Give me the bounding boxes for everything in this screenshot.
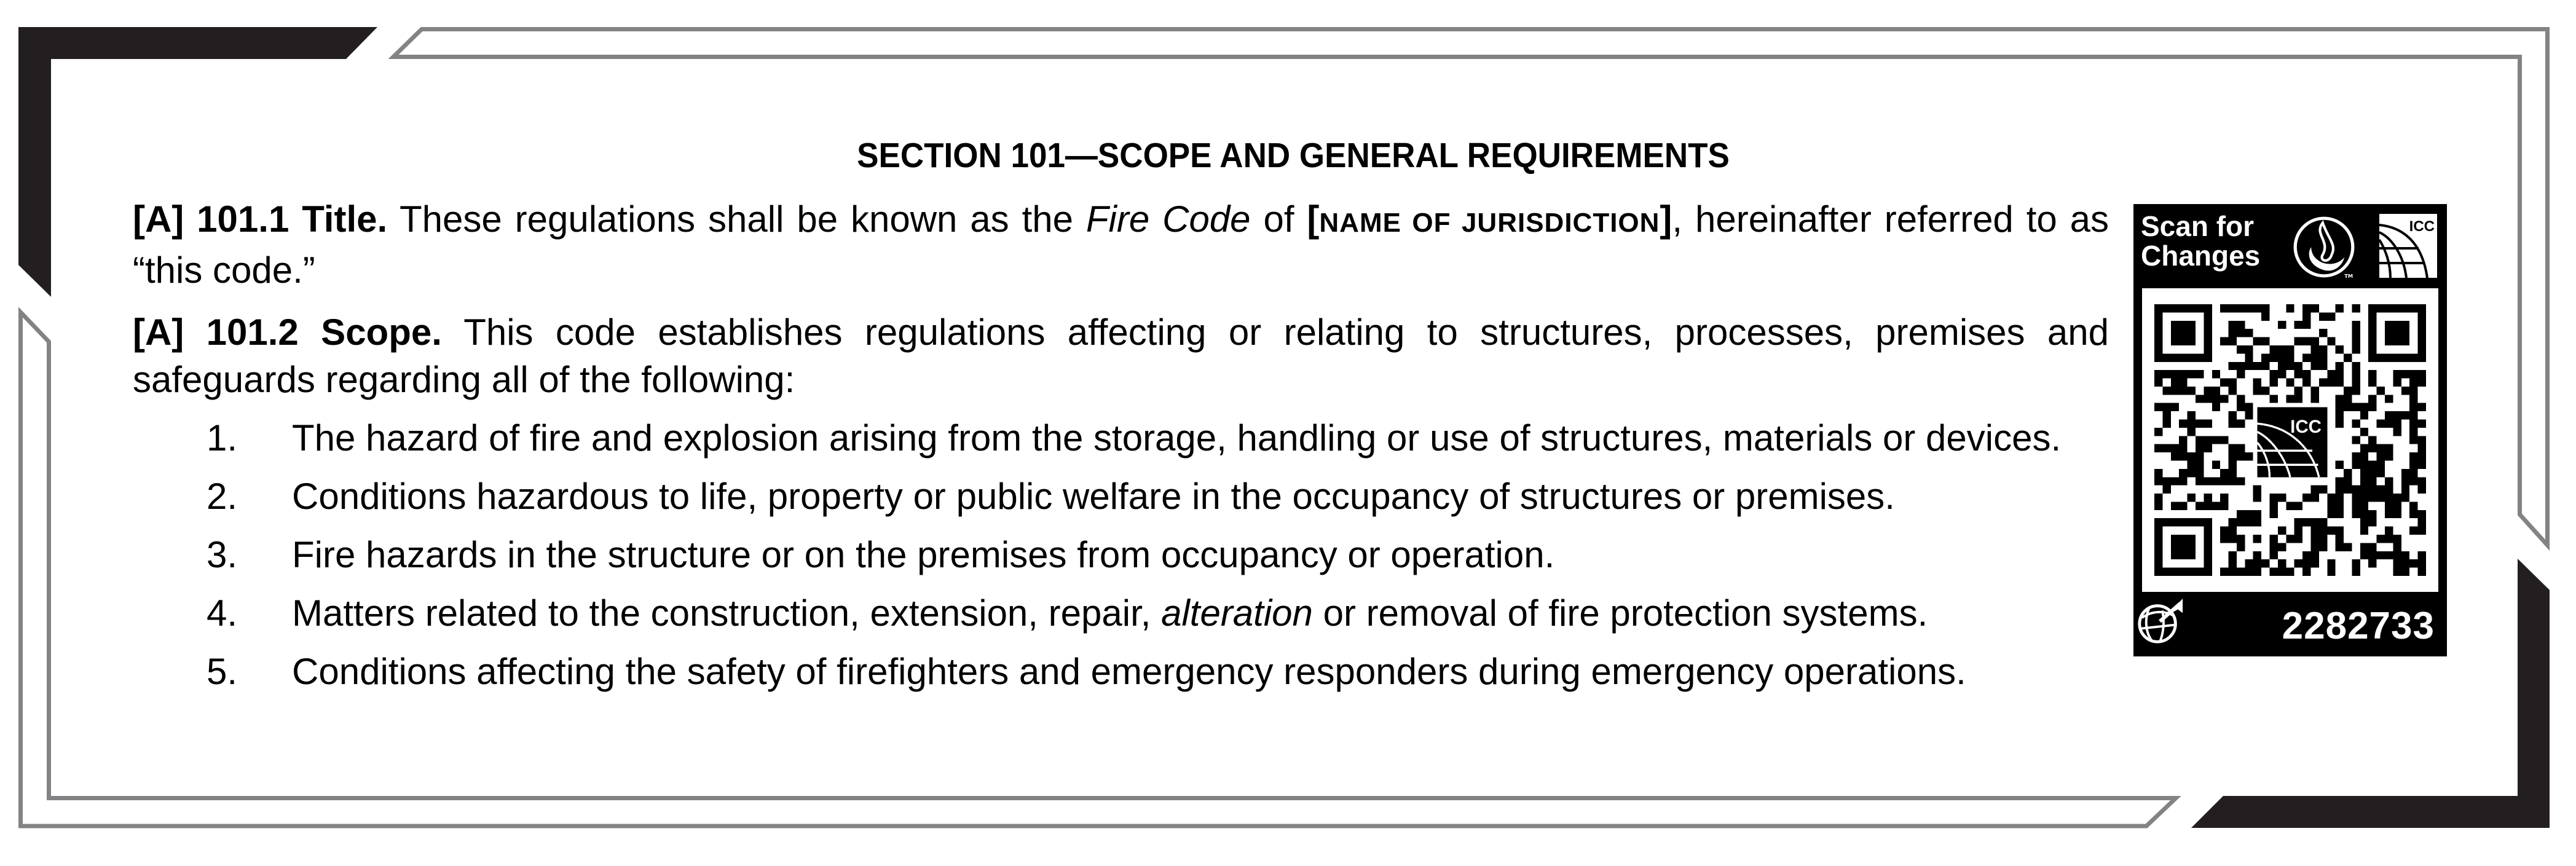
section-text: These regulations shall be known as the <box>387 199 1086 240</box>
svg-text:TM: TM <box>2344 272 2353 279</box>
list-number: 2. <box>207 476 238 517</box>
fire-code-logo-icon <box>2292 215 2356 279</box>
list-text <box>292 589 2109 637</box>
globe-arrow-icon <box>2136 597 2184 645</box>
scan-title-line2: Changes <box>2141 240 2261 272</box>
qr-code-image <box>2154 304 2426 576</box>
qr-code[interactable] <box>2142 288 2438 592</box>
bracket-open: [ <box>1307 199 1320 240</box>
section-text: of <box>1250 199 1307 240</box>
list-text-part: or removal of fire protection systems. <box>1312 592 1928 634</box>
section-101-1 <box>133 195 2109 294</box>
list-item <box>133 589 2109 637</box>
qr-code-number: 2282733 <box>2282 605 2435 647</box>
list-item <box>133 414 2109 462</box>
list-item <box>133 531 2109 578</box>
list-number: 5. <box>207 651 238 692</box>
list-number: 3. <box>207 534 238 575</box>
scope-list <box>133 414 2109 695</box>
list-number: 4. <box>207 592 238 634</box>
list-text-part: Matters related to the construction, extension, repair, <box>292 592 1162 634</box>
scan-title <box>2141 211 2260 270</box>
list-text: Conditions hazardous to life, property or public welfare in the occupancy of structures or premises. <box>292 476 1895 517</box>
code-content <box>133 195 2109 706</box>
jurisdiction-placeholder: NAME OF JURISDICTION <box>1319 208 1660 238</box>
icc-logo-icon <box>2379 214 2437 278</box>
section-label: [A] 101.2 Scope. <box>133 312 442 353</box>
bracket-close: ] <box>1660 199 1672 240</box>
list-number: 1. <box>207 417 238 459</box>
scan-for-changes-card[interactable] <box>2133 204 2447 656</box>
list-item <box>133 473 2109 520</box>
section-heading: SECTION 101—SCOPE AND GENERAL REQUIREMENTS <box>857 136 1730 175</box>
scan-title-line1: Scan for <box>2141 210 2255 242</box>
list-text: The hazard of fire and explosion arising from the storage, handling or use of structures, materials or devices. <box>292 417 2062 459</box>
section-text: , hereinafter referred to as “this code.” <box>133 199 2109 291</box>
section-text: This code establishes regulations affecting or relating to structures, processes, premises and safeguards regarding all of the following: <box>133 312 2109 400</box>
section-label: [A] 101.1 Title. <box>133 199 388 240</box>
code-name-italic: Fire Code <box>1085 199 1251 240</box>
section-101-2 <box>133 309 2109 403</box>
svg-text:ICC: ICC <box>2409 218 2435 235</box>
list-item <box>133 648 2109 695</box>
list-text: Conditions affecting the safety of firefighters and emergency responders during emergency operations. <box>292 651 1966 692</box>
list-text: Fire hazards in the structure or on the premises from occupancy or operation. <box>292 534 1555 575</box>
svg-text:ICC: ICC <box>2290 416 2322 437</box>
alteration-term: alteration <box>1161 592 1313 634</box>
